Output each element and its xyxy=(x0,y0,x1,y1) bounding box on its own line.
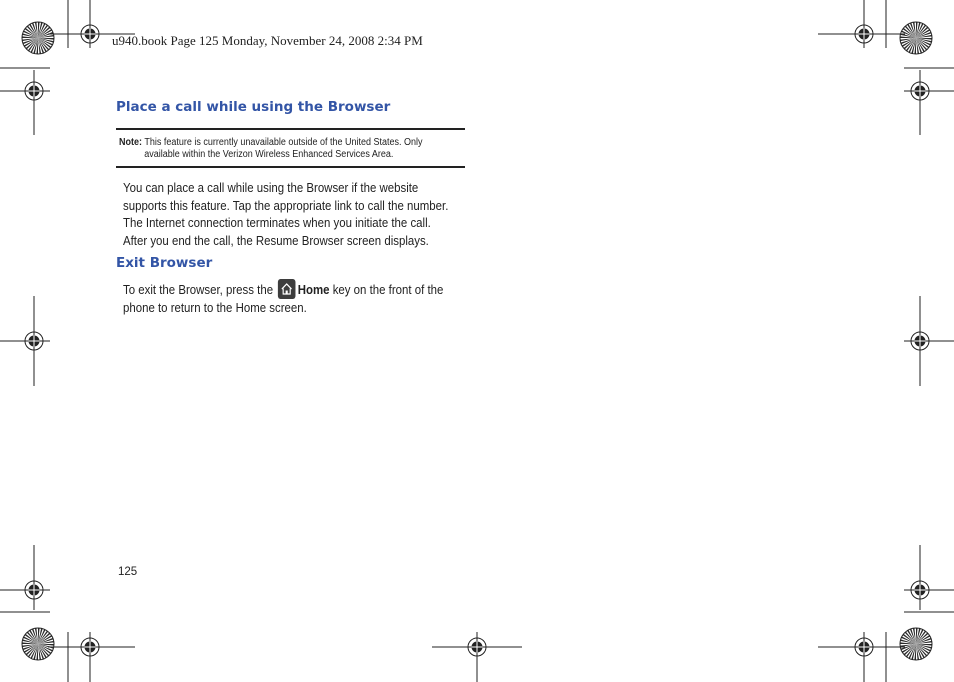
registration-mark-right-middle xyxy=(904,296,954,386)
registration-mark-left-middle xyxy=(0,296,50,386)
note-line-1: This feature is currently unavailable outside of the United States. Only xyxy=(144,137,423,148)
body-line xyxy=(123,279,457,299)
note-line-2: available within the Verizon Wireless Enhanced Services Area. xyxy=(144,149,394,160)
registration-mark-top-right xyxy=(818,0,905,48)
rosette-top-right xyxy=(899,21,933,55)
home-key-label: Home xyxy=(297,282,330,297)
body-line: phone to return to the Home screen. xyxy=(123,300,307,315)
registration-mark-bottom-left xyxy=(48,632,135,682)
note-box xyxy=(116,128,465,168)
page-number: 125 xyxy=(118,566,138,578)
body-line: You can place a call while using the Browser if the website xyxy=(123,180,419,195)
note-text xyxy=(119,137,430,161)
body-line: supports this feature. Tap the appropriate link to call the number. xyxy=(123,197,449,213)
exit-text-before: To exit the Browser, press the xyxy=(123,282,274,297)
section-title-place-call: Place a call while using the Browser xyxy=(116,99,391,115)
rosette-bottom-right xyxy=(899,627,933,661)
exit-text-after: key on the front of the xyxy=(332,282,444,297)
rosette-bottom-left xyxy=(21,627,55,661)
registration-mark-left-top xyxy=(0,68,50,135)
registration-mark-bottom-right xyxy=(818,632,905,682)
body-line: After you end the call, the Resume Browser screen displays. xyxy=(123,233,429,249)
registration-mark-left-bottom xyxy=(0,545,50,612)
body-line: The Internet connection terminates when you initiate the call. xyxy=(123,215,431,231)
note-label: Note: xyxy=(119,137,143,148)
section-title-exit-browser: Exit Browser xyxy=(116,255,213,271)
registration-mark-right-bottom xyxy=(904,545,954,612)
place-call-body xyxy=(123,179,457,250)
registration-mark-bottom-center xyxy=(432,632,522,682)
rosette-top-left xyxy=(21,21,55,55)
home-key-icon xyxy=(277,279,295,299)
print-header: u940.book Page 125 Monday, November 24, 2008 2:34 PM xyxy=(112,33,423,48)
exit-browser-body xyxy=(123,279,457,317)
registration-mark-right-top xyxy=(904,68,954,135)
